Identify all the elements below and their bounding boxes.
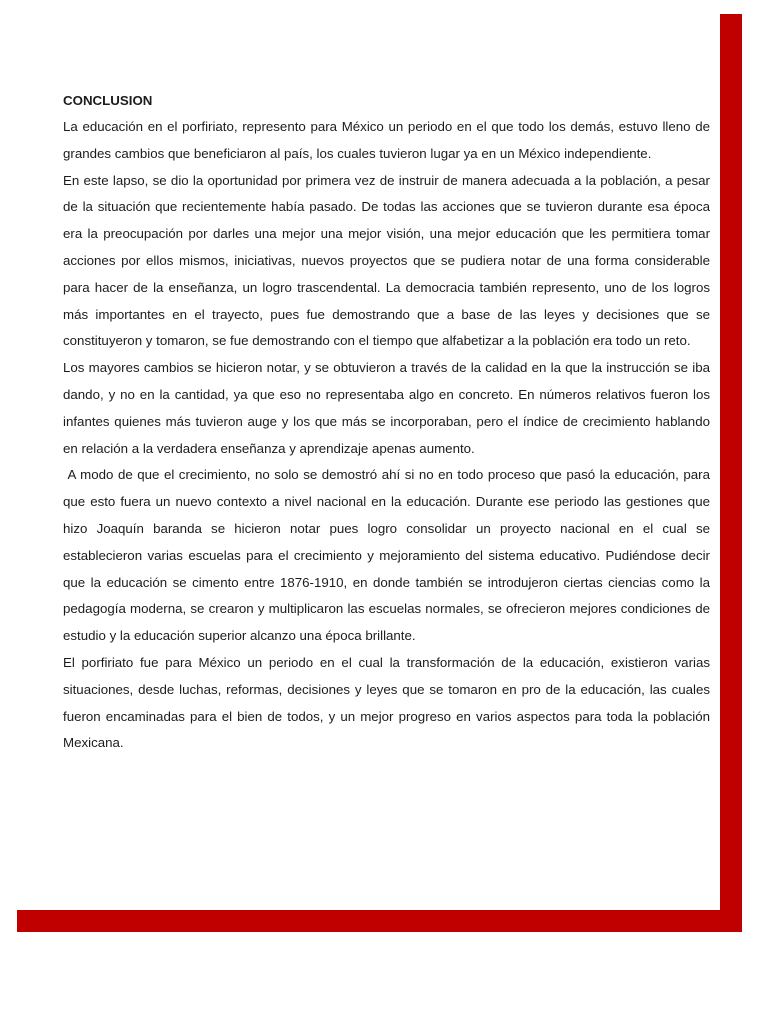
paragraph-3: Los mayores cambios se hicieron notar, y se obtuvieron a través de la calidad en la que la instrucción se iba dando, y no en la cantidad, ya que eso no representaba algo en concreto. En números relativos fueron los infantes quienes más tuvieron auge y los que más se incorporaban, pero el índice de crecimiento hablando en relación a la verdadera enseñanza y aprendizaje apenas aumento. xyxy=(63,360,710,456)
paragraph-4: A modo de que el crecimiento, no solo se demostró ahí si no en todo proceso que pasó la educación, para que esto fuera un nuevo contexto a nivel nacional en la educación. Durante ese periodo las gestiones que hizo Joaquín baranda se hicieron notar pues logro consolidar un proyecto nacional en el cual se establecieron varias escuelas para el crecimiento y mejoramiento del sistema educativo. Pudiéndose decir que la educación se cimento entre 1876-1910, en donde también se introdujeron ciertas ciencias como la pedagogía moderna, se crearon y multiplicaron las escuelas normales, se ofrecieron mejores condiciones de estudio y la educación superior alcanzo una época brillante. xyxy=(63,467,714,644)
document-body xyxy=(63,88,714,757)
paragraph-5: El porfiriato fue para México un periodo en el cual la transformación de la educación, existieron varias situaciones, desde luchas, reformas, decisiones y leyes que se tomaron en pro de la educación, las cuales fueron encaminadas para el bien de todos, y un mejor progreso en varios aspectos para toda la población Mexicana. xyxy=(63,654,710,751)
document-heading: CONCLUSION xyxy=(63,93,153,108)
right-accent-bar xyxy=(720,14,742,932)
bottom-accent-bar xyxy=(17,910,742,932)
paragraph-2: En este lapso, se dio la oportunidad por primera vez de instruir de manera adecuada a la población, a pesar de la situación que recientemente había pasado. De todas las acciones que se tuvieron durante esa época era la preocupación por darles una mejor una mejor visión, una mejor educación que les permitiera tomar acciones por ellos mismos, iniciativas, nuevos proyectos que se pudiera notar de una forma considerable para hacer de la enseñanza, un logro trascendental. La democracia también represento, uno de los logros más importantes en el trayecto, pues fue demostrando que a base de las leyes y decisiones que se constituyeron y tomaron, se fue demostrando con el tiempo que alfabetizar a la población era todo un reto. xyxy=(63,172,710,349)
paragraph-1: La educación en el porfiriato, represento para México un periodo en el que todo los demás, estuvo lleno de grandes cambios que beneficiaron al país, los cuales tuvieron lugar ya en un México independiente. xyxy=(63,119,710,161)
